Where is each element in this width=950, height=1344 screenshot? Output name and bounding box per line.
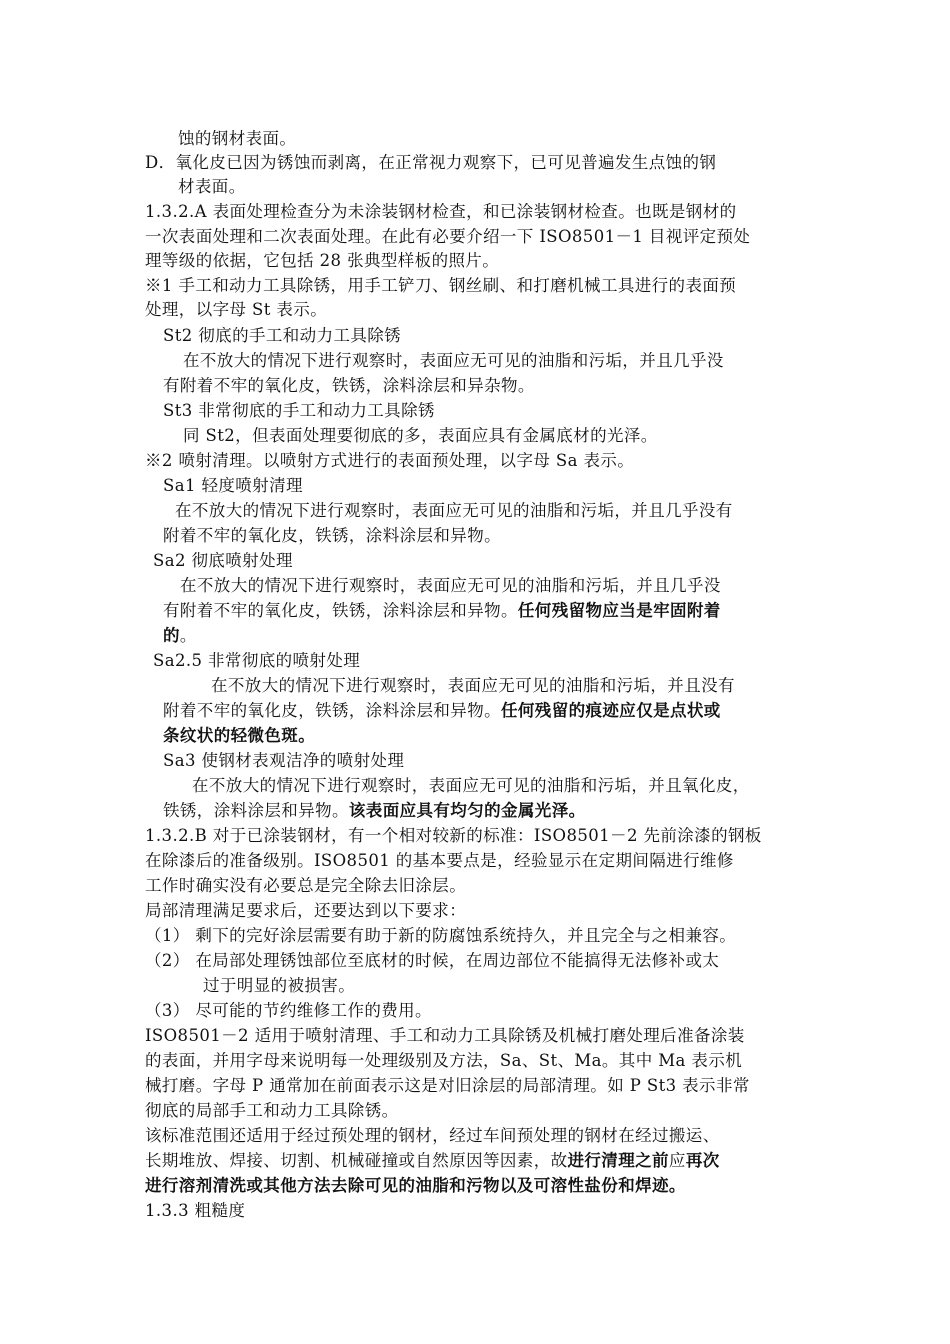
text-line: 该标准范围还适用于经过预处理的钢材，经过车间预处理的钢材在经过搬运、 <box>145 1126 720 1145</box>
text-line: 在不放大的情况下进行观察时，表面应无可见的油脂和污垢，并且氧化皮， <box>192 776 750 795</box>
grade-heading-sa2: Sa2 彻底喷射处理 <box>153 551 293 570</box>
bold-span: 的 <box>163 626 180 645</box>
bold-span: 进行清理之前 <box>567 1151 669 1170</box>
grade-heading-sa3: Sa3 使钢材表观洁净的喷射处理 <box>163 751 405 770</box>
grade-heading-sa1: Sa1 轻度喷射清理 <box>163 476 303 495</box>
bold-span: 再次 <box>685 1151 720 1170</box>
text-line <box>163 599 721 623</box>
text-line: ※1 手工和动力工具除锈，用手工铲刀、钢丝刷、和打磨机械工具进行的表面预 <box>145 276 737 295</box>
text-line: 在不放大的情况下进行观察时，表面应无可见的油脂和污垢，并且几乎没 <box>180 576 721 595</box>
text-line: 附着不牢的氧化皮，铁锈，涂料涂层和异物。 <box>163 526 501 545</box>
text-line <box>163 799 586 823</box>
list-item: （1） 剩下的完好涂层需要有助于新的防腐蚀系统持久，并且完全与之相兼容。 <box>145 926 737 945</box>
text-line: 局部清理满足要求后，还要达到以下要求： <box>145 901 467 920</box>
list-item: （3） 尽可能的节约维修工作的费用。 <box>145 1001 432 1020</box>
list-item: （2） 在局部处理锈蚀部位至底材的时候，在周边部位不能搞得无法修补或太 <box>145 951 720 970</box>
text-line <box>145 1149 720 1173</box>
text-line: 过于明显的被损害。 <box>203 976 356 995</box>
grade-heading-st2: St2 彻底的手工和动力工具除锈 <box>163 326 402 345</box>
text-span: 。 <box>179 626 197 645</box>
bold-span: 该表面应具有均匀的金属光泽。 <box>348 801 586 820</box>
text-line: 一次表面处理和二次表面处理。在此有必要介绍一下 ISO8501－1 目视评定预处 <box>145 227 751 246</box>
text-line: 工作时确实没有必要总是完全除去旧涂层。 <box>145 876 467 895</box>
section-1-3-2-b: 1.3.2.B 对于已涂装钢材，有一个相对较新的标准：ISO8501－2 先前涂漆的钢板 <box>145 826 762 845</box>
text-line: 同 St2，但表面处理要彻底的多，表面应具有金属底材的光泽。 <box>183 426 658 445</box>
text-span: 铁锈，涂料涂层和异物。 <box>163 801 349 820</box>
text-line: ※2 喷射清理。以喷射方式进行的表面预处理，以字母 Sa 表示。 <box>145 451 635 470</box>
text-line <box>163 699 721 723</box>
text-span: 应 <box>668 1151 686 1170</box>
text-line: 材表面。 <box>178 177 246 196</box>
text-span: 有附着不牢的氧化皮，铁锈，涂料涂层和异物。 <box>163 601 518 620</box>
text-line: 有附着不牢的氧化皮，铁锈，涂料涂层和异杂物。 <box>163 376 535 395</box>
section-1-3-2-a: 1.3.2.A 表面处理检查分为未涂装钢材检查，和已涂装钢材检查。也既是钢材的 <box>145 202 737 221</box>
text-line: 理等级的依据，它包括 28 张典型样板的照片。 <box>145 251 500 270</box>
text-line: 的表面，并用字母来说明每一处理级别及方法，Sa、St、Ma。其中 Ma 表示机 <box>145 1051 743 1070</box>
text-line: ISO8501－2 适用于喷射清理、手工和动力工具除锈及机械打磨处理后准备涂装 <box>145 1026 745 1045</box>
text-line: D．氧化皮已因为锈蚀而剥离，在正常视力观察下，已可见普遍发生点蚀的钢 <box>145 153 717 172</box>
text-line: 在不放大的情况下进行观察时，表面应无可见的油脂和污垢，并且几乎没 <box>183 351 724 370</box>
grade-heading-st3: St3 非常彻底的手工和动力工具除锈 <box>163 401 435 420</box>
text-line: 进行溶剂清洗或其他方法去除可见的油脂和污物以及可溶性盐份和焊迹。 <box>145 1176 686 1195</box>
text-line: 在不放大的情况下进行观察时，表面应无可见的油脂和污垢，并且没有 <box>211 676 735 695</box>
text-span: 长期堆放、焊接、切割、机械碰撞或自然原因等因素，故 <box>145 1151 568 1170</box>
text-line <box>163 624 197 648</box>
text-line: 彻底的局部手工和动力工具除锈。 <box>145 1101 399 1120</box>
grade-heading-sa2-5: Sa2.5 非常彻底的喷射处理 <box>153 651 361 670</box>
text-span: 附着不牢的氧化皮，铁锈，涂料涂层和异物。 <box>163 701 501 720</box>
text-line: 在除漆后的准备级别。ISO8501 的基本要点是，经验显示在定期间隔进行维修 <box>145 851 734 870</box>
text-line: 条纹状的轻微色斑。 <box>163 726 316 745</box>
text-line: 械打磨。字母 P 通常加在前面表示这是对旧涂层的局部清理。如 P St3 表示非常 <box>145 1076 750 1095</box>
text-line: 在不放大的情况下进行观察时，表面应无可见的油脂和污垢，并且几乎没有 <box>175 501 733 520</box>
section-1-3-3-heading: 1.3.3 粗糙度 <box>145 1201 246 1220</box>
bold-span: 任何残留的痕迹应仅是点状或 <box>501 701 721 720</box>
text-line: 蚀的钢材表面。 <box>178 129 297 148</box>
bold-span: 任何残留物应当是牢固附着 <box>517 601 721 620</box>
text-line: 处理，以字母 St 表示。 <box>145 300 328 319</box>
